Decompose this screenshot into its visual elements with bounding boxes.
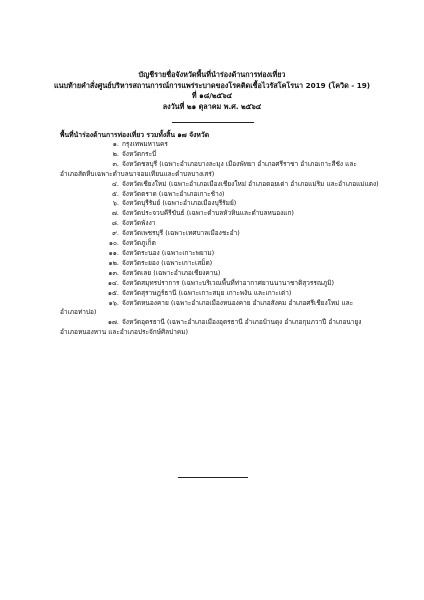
list-item [60, 289, 380, 299]
list-item-number: ๑๓. [108, 268, 119, 277]
section-title: พื้นที่นำร่องด้านการท่องเที่ยว รวมทั้งสิ้น ๑๗ จังหวัด [60, 131, 210, 139]
list-item-text: จังหวัดสมุทรปราการ (เฉพาะบริเวณพื้นที่ท่าอากาศยานนานาชาติสุวรรณภูมิ) [122, 278, 335, 287]
list-item-text: จังหวัดบุรีรัมย์ (เฉพาะอำเภอเมืองบุรีรัมย์) [122, 199, 237, 208]
list-item-text: จังหวัดพังงา [122, 219, 156, 228]
list-item-number: ๖. [112, 199, 119, 208]
header-order-number: ที่ ๑๘/๒๕๖๔ [191, 91, 233, 101]
list-item-number: ๑๐. [108, 239, 119, 248]
list-item [60, 150, 380, 160]
list-item-number: ๑๗. [107, 318, 119, 327]
list-item [60, 160, 380, 170]
header-subtitle: แนบท้ายคำสั่งศูนย์บริหารสถานการณ์การแพร่ระบาดของโรคติดเชื้อไวรัสโคโรนา 2019 (โควิด - 19) [53, 80, 371, 90]
list-item [60, 199, 380, 209]
list-item-number: ๙. [112, 229, 119, 238]
list-item-continuation: อำเภอท่าบ่อ) [60, 308, 97, 317]
list-item [60, 180, 380, 190]
list-item-text: จังหวัดประจวบคีรีขันธ์ (เฉพาะตำบลหัวหินและตำบลหนองแก) [122, 209, 294, 218]
header-date: ลงวันที่ ๒๑ ตุลาคม พ.ศ. ๒๕๖๔ [162, 101, 262, 111]
list-item-text: จังหวัดตราด (เฉพาะอำเภอเกาะช้าง) [122, 189, 225, 198]
list-item-number: ๒. [112, 149, 119, 158]
list-item-continuation: อำเภอสัตหีบเฉพาะตำบลนาจอมเทียนและตำบลบางเสร่) [60, 169, 215, 178]
list-item [60, 318, 380, 328]
list-item [60, 190, 380, 200]
list-item-number: ๑๔. [107, 278, 119, 287]
header-divider [172, 122, 254, 123]
list-item-text: จังหวัดหนองคาย (เฉพาะอำเภอเมืองหนองคาย อำเภอสังคม อำเภอศรีเชียงใหม่ และ [122, 298, 354, 307]
list-item-number: ๓. [112, 159, 119, 168]
list-item [60, 259, 380, 269]
list-item-continuation: อำเภอหนองหาน และอำเภอประจักษ์ศิลปาคม) [60, 328, 189, 337]
list-item [60, 239, 380, 249]
list-item-number: ๑. [112, 140, 119, 148]
list-item-text: จังหวัดชลบุรี (เฉพาะอำเภอบางละมุง เมืองพัทยา อำเภอศรีราชา อำเภอเกาะสีชัง และ [122, 159, 357, 168]
list-item-number: ๑๒. [108, 258, 119, 267]
list-item [60, 299, 380, 309]
list-item [60, 140, 380, 150]
list-item-number: ๑๑. [108, 248, 119, 257]
list-item [60, 219, 380, 229]
list-item-text: จังหวัดกระบี่ [122, 149, 157, 158]
list-item-text: จังหวัดเชียงใหม่ (เฉพาะอำเภอเมืองเชียงใหม่ อำเภอดอยเต่า อำเภอแม่ริม และอำเภอแม่แตง) [122, 179, 379, 188]
list-item [60, 209, 380, 219]
list-item-number: ๕. [112, 189, 119, 198]
list-item-text: กรุงเทพมหานคร [122, 140, 168, 148]
list-item-text: จังหวัดสุราษฎร์ธานี (เฉพาะเกาะสมุย เกาะพงัน และเกาะเต่า) [122, 288, 292, 297]
list-item-text: จังหวัดเลย (เฉพาะอำเภอเชียงคาน) [122, 268, 221, 277]
list-item [60, 269, 380, 279]
list-item-number: ๔. [112, 179, 119, 188]
list-item-text: จังหวัดเพชรบุรี (เฉพาะเทศบาลเมืองชะอำ) [122, 229, 240, 238]
list-item [60, 229, 380, 239]
province-list [60, 140, 380, 338]
header-title: บัญชีรายชื่อจังหวัดพื้นที่นำร่องด้านการท่องเที่ยว [138, 70, 286, 79]
list-item-text: จังหวัดอุดรธานี (เฉพาะอำเภอเมืองอุดรธานี อำเภอบ้านดุง อำเภอกุมภวาปี อำเภอนายูง [122, 318, 362, 327]
list-item [60, 249, 380, 259]
list-item-text: จังหวัดระนอง (เฉพาะเกาะพยาม) [122, 248, 215, 257]
list-item-number: ๑๕. [107, 288, 119, 297]
list-item-number: ๘. [111, 219, 119, 228]
footer-divider [178, 477, 248, 478]
document-header [0, 70, 424, 112]
list-item-number: ๑๖. [108, 298, 119, 307]
list-item-text: จังหวัดภูเก็ต [122, 239, 156, 248]
list-item-number: ๗. [112, 209, 119, 218]
list-item [60, 279, 380, 289]
list-item-text: จังหวัดระยอง (เฉพาะเกาะเสม็ด) [122, 258, 213, 267]
